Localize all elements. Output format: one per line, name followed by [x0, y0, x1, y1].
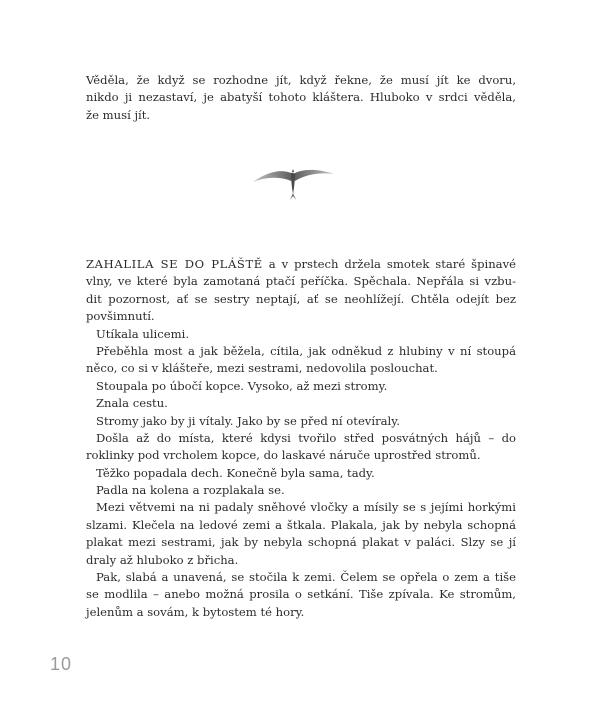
- text-line: roklinky pod vrcholem kopce, do laskavé náruče uprostřed stromů.: [86, 448, 481, 463]
- text-line: slzami. Klečela na ledové zemi a štkala. Plakala, jak by nebyla schopná: [86, 517, 516, 532]
- text-line: jelenům a sovám, k bytostem té hory.: [86, 604, 305, 619]
- text-line: plakat mezi sestrami, jak by nebyla schopná plakat v paláci. Slzy se jí: [86, 535, 516, 550]
- text-line: Došla až do místa, které kdysi tvořilo střed posvátných hájů – do: [96, 430, 516, 445]
- chapter-opening-rest: a v prstech držela smotek staré špinavé: [262, 257, 517, 271]
- chapter-opening-caps: ZAHALILA SE DO PLÁŠTĚ: [86, 257, 263, 271]
- text-line: povšimnutí.: [86, 309, 155, 324]
- text-line: Padla na kolena a rozplakala se.: [96, 483, 285, 498]
- text-line: Utíkala ulicemi.: [96, 326, 190, 341]
- text-line: [86, 256, 516, 273]
- intro-paragraph: [86, 72, 516, 124]
- text-line: dit pozornost, ať se sestry neptají, ať se neohlížejí. Chtěla odejít bez: [86, 291, 516, 306]
- text-line: Stromy jako by ji vítaly. Jako by se před ní otevíraly.: [96, 413, 400, 428]
- story-text: [86, 256, 516, 621]
- text-line: něco, co si v klášteře, mezi sestrami, nedovolila poslouchat.: [86, 361, 438, 376]
- text-line: vlny, ve které byla zamotaná ptačí peříčka. Spěchala. Nepřála si vzbu-: [86, 274, 516, 289]
- text-line: Přeběhla most a jak běžela, cítila, jak odněkud z hlubiny v ní stoupá: [96, 343, 516, 358]
- text-line: Pak, slabá a unavená, se stočila k zemi. Čelem se opřela o zem a tiše: [96, 570, 516, 585]
- text-line: nikdo ji nezastaví, je abatyší tohoto kláštera. Hluboko v srdci věděla,: [86, 90, 516, 105]
- text-line: se modlila – anebo možná prosila o setkání. Tiše zpívala. Ke stromům,: [86, 587, 516, 602]
- text-line: Stoupala po úbočí kopce. Vysoko, až mezi stromy.: [96, 378, 388, 393]
- text-line: Znala cestu.: [96, 396, 168, 411]
- text-line: draly až hluboko z břicha.: [86, 552, 239, 567]
- text-line: Mezi větvemi na ni padaly sněhové vločky a mísily se s jejími horkými: [96, 500, 516, 515]
- text-line: Věděla, že když se rozhodne jít, když řekne, že musí jít ke dvoru,: [86, 73, 516, 87]
- text-line: Těžko popadala dech. Konečně byla sama, tady.: [96, 465, 375, 480]
- page-number: 10: [50, 654, 73, 674]
- text-line: že musí jít.: [86, 107, 151, 122]
- bird-icon: [250, 160, 336, 202]
